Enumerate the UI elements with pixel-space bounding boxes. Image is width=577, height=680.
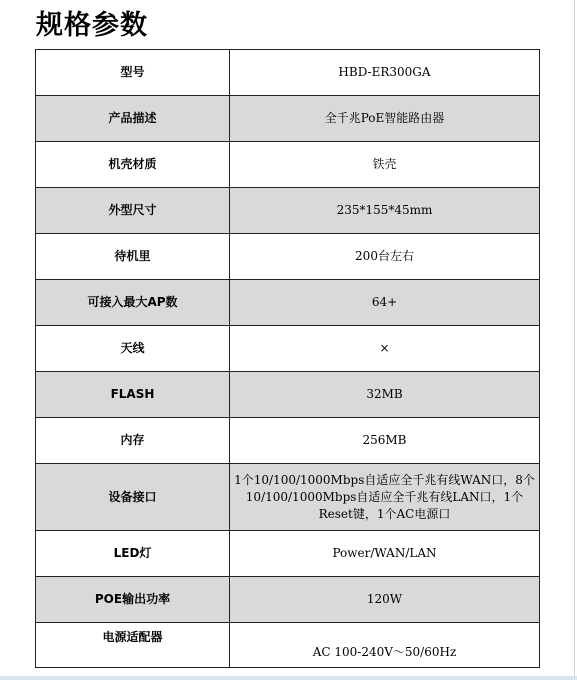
spec-value: HBD-ER300GA xyxy=(230,50,540,96)
spec-label: 内存 xyxy=(36,418,230,464)
spec-label: LED灯 xyxy=(36,531,230,577)
spec-label: 机壳材质 xyxy=(36,142,230,188)
spec-table xyxy=(35,49,540,668)
spec-row-interfaces xyxy=(36,464,540,531)
page-bottom-strip xyxy=(0,676,577,680)
spec-label: 设备接口 xyxy=(36,464,230,531)
spec-label: 型号 xyxy=(36,50,230,96)
spec-row-power-adapter xyxy=(36,623,540,668)
spec-row-led xyxy=(36,531,540,577)
spec-row-capacity xyxy=(36,234,540,280)
spec-value: 235*155*45mm xyxy=(230,188,540,234)
spec-value: 120W xyxy=(230,577,540,623)
spec-row-model xyxy=(36,50,540,96)
spec-value: 铁壳 xyxy=(230,142,540,188)
spec-value: Power/WAN/LAN xyxy=(230,531,540,577)
spec-label: 天线 xyxy=(36,326,230,372)
spec-label: 可接入最大AP数 xyxy=(36,280,230,326)
spec-label: FLASH xyxy=(36,372,230,418)
spec-value: 200台左右 xyxy=(230,234,540,280)
spec-value: AC 100-240V～50/60Hz xyxy=(230,623,540,668)
spec-value: × xyxy=(230,326,540,372)
spec-label: 外型尺寸 xyxy=(36,188,230,234)
spec-row-antenna xyxy=(36,326,540,372)
spec-value: 256MB xyxy=(230,418,540,464)
page-title: 规格参数 xyxy=(36,10,148,41)
spec-row-casing xyxy=(36,142,540,188)
spec-row-flash xyxy=(36,372,540,418)
spec-label: 产品描述 xyxy=(36,96,230,142)
spec-row-dimensions xyxy=(36,188,540,234)
spec-label: POE输出功率 xyxy=(36,577,230,623)
spec-row-max-ap xyxy=(36,280,540,326)
spec-label: 电源适配器 xyxy=(36,623,230,668)
spec-value: 64+ xyxy=(230,280,540,326)
spec-row-memory xyxy=(36,418,540,464)
spec-value: 32MB xyxy=(230,372,540,418)
spec-label: 待机里 xyxy=(36,234,230,280)
spec-row-description xyxy=(36,96,540,142)
spec-row-poe-power xyxy=(36,577,540,623)
spec-value: 全千兆PoE智能路由器 xyxy=(230,96,540,142)
page-edge-divider xyxy=(574,0,575,680)
spec-value: 1个10/100/1000Mbps自适应全千兆有线WAN口，8个10/100/1000Mbps自适应全千兆有线LAN口，1个Reset键，1个AC电源口 xyxy=(230,464,540,531)
